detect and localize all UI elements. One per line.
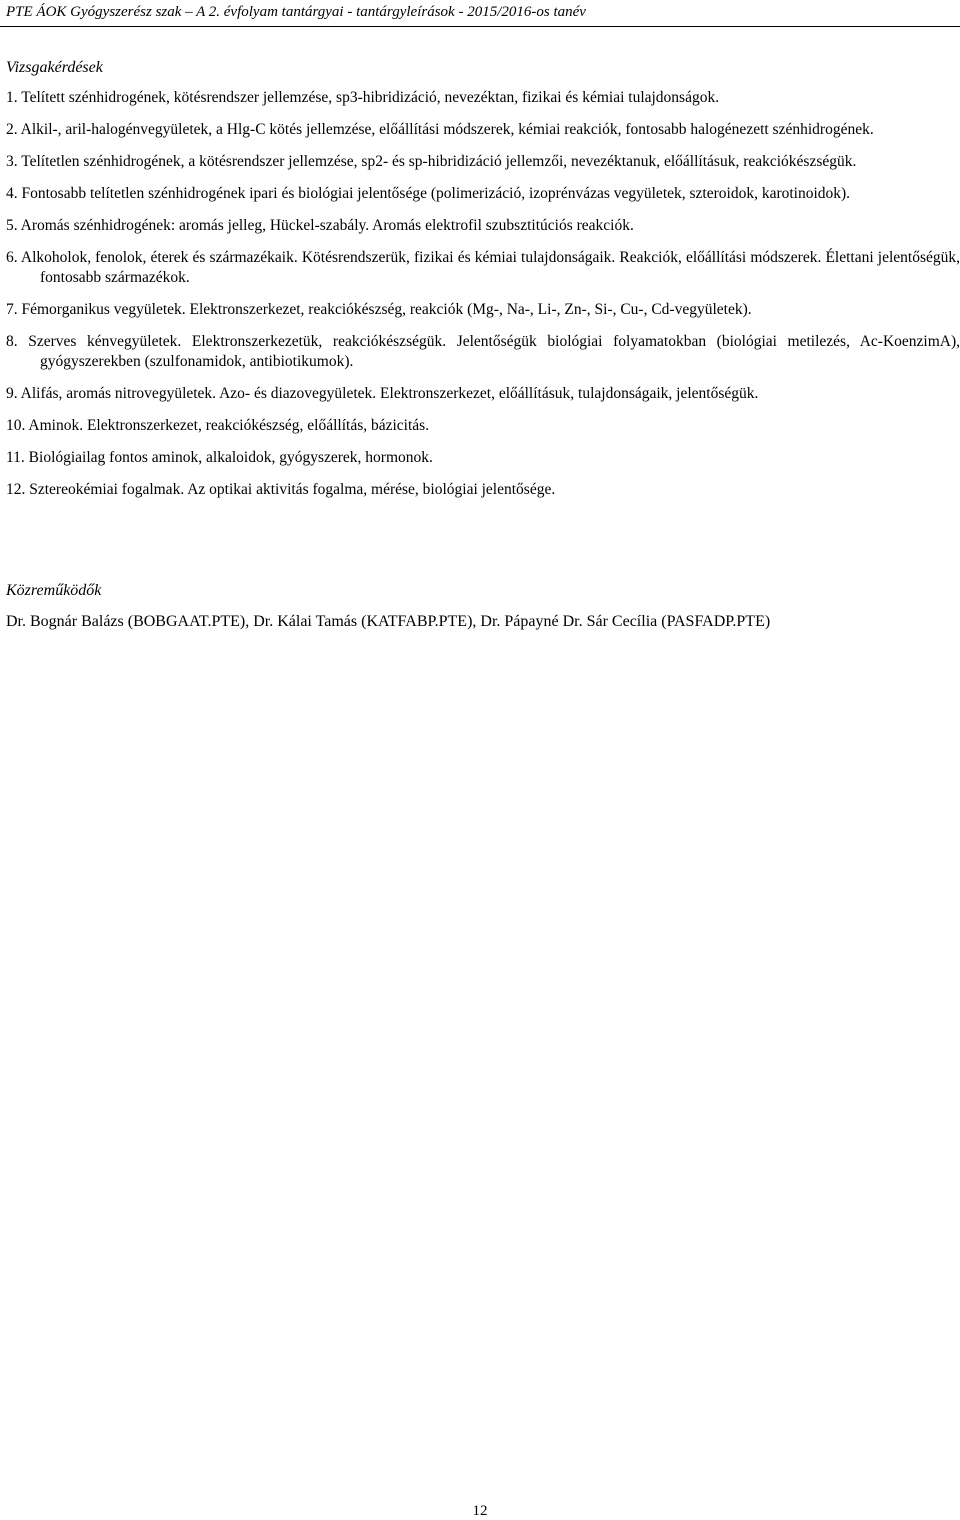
running-header: PTE ÁOK Gyógyszerész szak – A 2. évfolyam tantárgyai - tantárgyleírások - 2015/2016-os tanév bbox=[6, 4, 586, 20]
exam-question-item: 1. Telített szénhidrogének, kötésrendszer jellemzése, sp3-hibridizáció, nevezéktan, fizikai és kémiai tulajdonságok. bbox=[6, 89, 720, 106]
header-divider bbox=[0, 26, 960, 27]
exam-question-item: 4. Fontosabb telítetlen szénhidrogének ipari és biológiai jelentősége (polimerizáció, izoprénvázas vegyületek, szteroidok, karotinoidok). bbox=[6, 185, 851, 202]
exam-question-item: 7. Fémorganikus vegyületek. Elektronszerkezet, reakciókészség, reakciók (Mg-, Na-, Li-, Zn-, Si-, Cu-, Cd-vegyületek). bbox=[6, 301, 752, 318]
exam-question-item: 10. Aminok. Elektronszerkezet, reakciókészség, előállítás, bázicitás. bbox=[6, 417, 430, 434]
exam-questions-title: Vizsgakérdések bbox=[6, 59, 103, 76]
exam-question-item: 5. Aromás szénhidrogének: aromás jelleg, Hückel-szabály. Aromás elektrofil szubsztitúciós reakciók. bbox=[6, 217, 634, 234]
exam-question-item: 3. Telítetlen szénhidrogének, a kötésrendszer jellemzése, sp2- és sp-hibridizáció jellemzői, nevezéktanuk, előállításuk, reakciókészségük. bbox=[6, 153, 857, 170]
page-number: 12 bbox=[472, 1503, 488, 1519]
exam-questions-list bbox=[6, 88, 960, 512]
exam-question-item: 11. Biológiailag fontos aminok, alkaloidok, gyógyszerek, hormonok. bbox=[6, 449, 433, 466]
exam-question-item: 8. Szerves kénvegyületek. Elektronszerkezetük, reakciókészségük. Jelentőségük biológiai folyamatokban (biológiai metilezés, Ac-KoenzimA), gyógyszerekben (szulfonamidok, antibiotikumok). bbox=[6, 333, 960, 370]
exam-question-item: 6. Alkoholok, fenolok, éterek és származékaik. Kötésrendszerük, fizikai és kémiai tulajdonságaik. Reakciók, előállítási módszerek. Élettani jelentőségük, fontosabb származékok. bbox=[6, 249, 960, 286]
exam-question-item: 12. Sztereokémiai fogalmak. Az optikai aktivitás fogalma, mérése, biológiai jelentősége. bbox=[6, 481, 556, 498]
contributors-list: Dr. Bognár Balázs (BOBGAAT.PTE), Dr. Kálai Tamás (KATFABP.PTE), Dr. Pápayné Dr. Sár Cecília (PASFADP.PTE) bbox=[6, 613, 771, 630]
exam-question-item: 2. Alkil-, aril-halogénvegyületek, a Hlg-C kötés jellemzése, előállítási módszerek, kémiai reakciók, fontosabb halogénezett szénhidrogének. bbox=[6, 121, 874, 138]
exam-question-item: 9. Alifás, aromás nitrovegyületek. Azo- és diazovegyületek. Elektronszerkezet, előállításuk, tulajdonságaik, jelentőségük. bbox=[6, 385, 759, 402]
contributors-title: Közreműködők bbox=[6, 582, 102, 599]
